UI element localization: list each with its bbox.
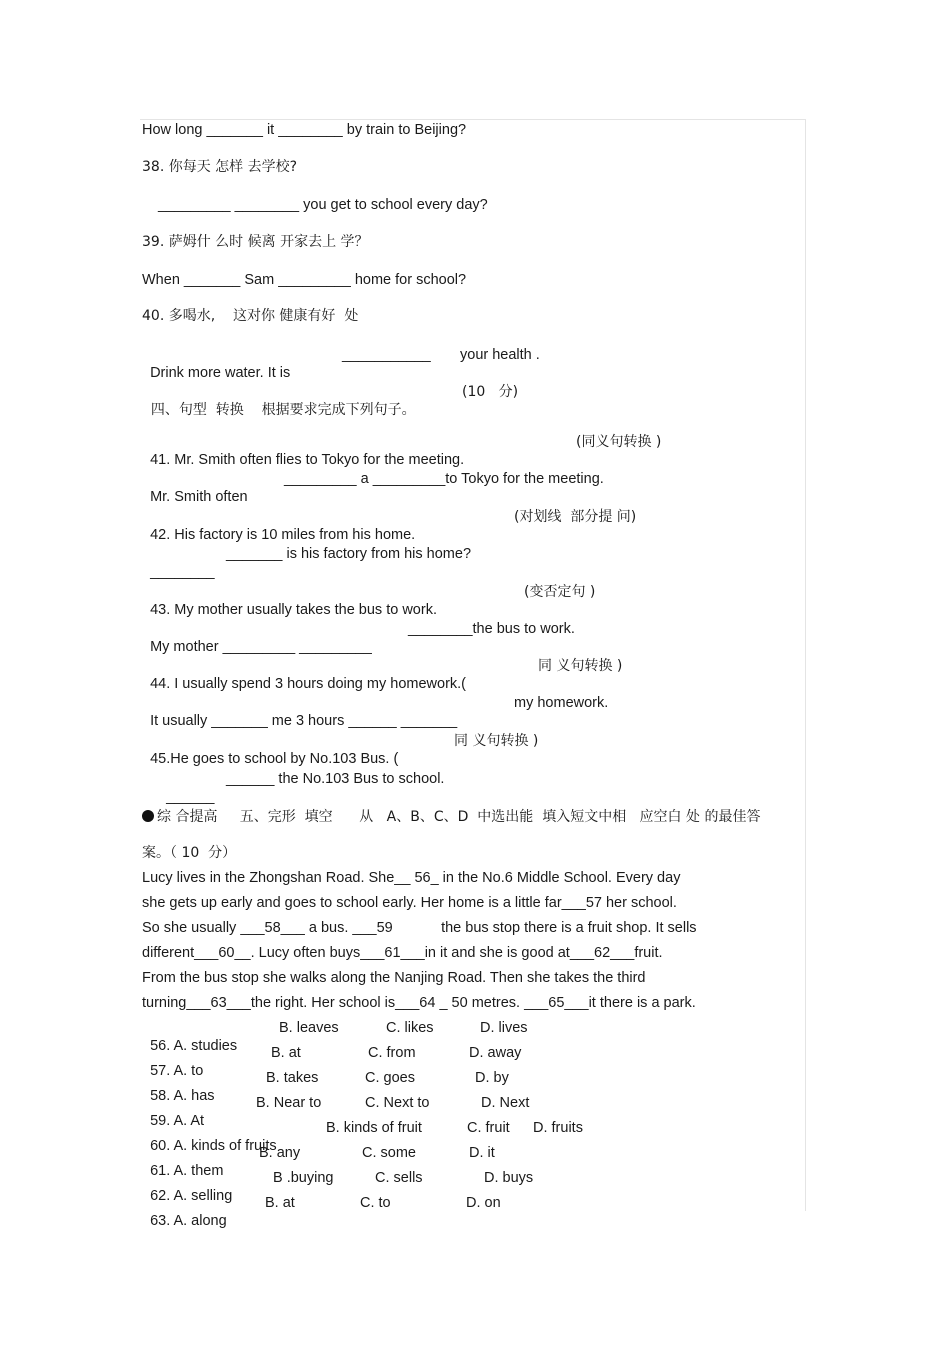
q43-text: 43. My mother usually takes the bus to work. (150, 602, 437, 618)
bullet-icon (142, 810, 154, 822)
option-c: C. likes (386, 1020, 434, 1036)
option-d: D. it (469, 1145, 495, 1161)
q38-english: _________ ________ you get to school every day? (158, 197, 488, 213)
q45-text: 45.He goes to school by No.103 Bus. ( (150, 751, 399, 767)
option-c: C. fruit (467, 1120, 510, 1136)
option-d: D. on (466, 1195, 501, 1211)
section-five-title: 综 合提高 五、完形 填空 从 A、B、C、D 中选出能 填入短文中相 应空白 处 的最佳答 (157, 809, 761, 825)
q44-instruction: 同 义句转换 ) (538, 658, 623, 674)
q45-blank: ______ (166, 789, 215, 805)
passage-line: Lucy lives in the Zhongshan Road. She__ 56_ in the No.6 Middle School. Every day (142, 870, 681, 886)
q41-instruction: (同义句转换 ) (576, 434, 662, 450)
option-a: 62. A. selling (150, 1188, 233, 1204)
q40-text: Drink more water. It is (150, 365, 291, 381)
passage-line: she gets up early and goes to school early. Her home is a little far___57 her school. (142, 895, 677, 911)
section-five-heading (142, 808, 760, 826)
q39-chinese: 39. 萨姆什 么时 候离 开家去上 学？ (142, 234, 369, 250)
option-a: 61. A. them (150, 1163, 224, 1179)
q44-text: 44. I usually spend 3 hours doing my homework.( (150, 676, 467, 692)
q44-answer-rest: my homework. (514, 695, 609, 711)
option-b: B. leaves (279, 1020, 339, 1036)
q40-tail: your health . (460, 347, 540, 363)
option-c: C. from (368, 1045, 416, 1061)
option-a: 63. A. along (150, 1213, 227, 1229)
q41-answer-rest: _________ a _________to Tokyo for the meeting. (284, 471, 604, 487)
option-a: 58. A. has (150, 1088, 215, 1104)
q41-answer-start: Mr. Smith often (150, 489, 248, 505)
q41-text: 41. Mr. Smith often flies to Tokyo for the meeting. (150, 452, 465, 468)
q45-answer-rest: ______ the No.103 Bus to school. (226, 771, 445, 787)
option-a: 57. A. to (150, 1063, 204, 1079)
option-d: D. away (469, 1045, 522, 1061)
option-b: B. at (265, 1195, 295, 1211)
option-d: D. fruits (533, 1120, 583, 1136)
section-four-score: (10 分) (462, 384, 519, 400)
q42-text: 42. His factory is 10 miles from his home. (150, 527, 416, 543)
q42-instruction: (对划线 部分提 问) (514, 509, 637, 525)
option-d: D. by (475, 1070, 509, 1086)
option-a: 59. A. At (150, 1113, 205, 1129)
option-row-63 (142, 1194, 501, 1284)
q45-instruction: 同 义句转换 ) (454, 733, 539, 749)
q43-instruction: (变否定句 ) (524, 584, 596, 600)
option-c: C. some (362, 1145, 416, 1161)
section-four-title: 四、句型 转换 根据要求完成下列句子。 (150, 402, 416, 418)
q40-chinese: 40. 多喝水, 这对你 健康有好 处 (142, 308, 359, 324)
option-b: B. Near to (256, 1095, 322, 1111)
section-four-heading (142, 383, 519, 437)
option-c: C. to (360, 1195, 391, 1211)
option-d: D. Next (481, 1095, 530, 1111)
passage-line: turning___63___the right. Her school is___64 _ 50 metres. ___65___it there is a park. (142, 995, 696, 1011)
option-b: B. any (259, 1145, 301, 1161)
q39-english: When _______ Sam _________ home for school? (142, 272, 467, 288)
q43-answer-rest: ________the bus to work. (408, 621, 575, 637)
section-five-heading-cont: 案。（ 10 分） (142, 845, 237, 861)
option-d: D. lives (480, 1020, 528, 1036)
option-a: 56. A. studies (150, 1038, 238, 1054)
q38-chinese: 38. 你每天 怎样 去学校? (142, 159, 298, 175)
option-b: B. at (271, 1045, 301, 1061)
passage-line: So she usually ___58___ a bus. ___59 the bus stop there is a fruit shop. It sells (142, 920, 697, 936)
option-c: C. sells (375, 1170, 423, 1186)
q43-answer-start: My mother _________ _________ (150, 639, 372, 655)
option-b: B. kinds of fruit (326, 1120, 422, 1136)
q40-blank: ___________ (342, 347, 431, 363)
option-a: 60. A. kinds of fruits (150, 1138, 277, 1154)
passage-line: From the bus stop she walks along the Nanjing Road. Then she takes the third (142, 970, 646, 986)
option-d: D. buys (484, 1170, 534, 1186)
option-b: B .buying (273, 1170, 334, 1186)
option-c: C. goes (365, 1070, 415, 1086)
q44-answer-start: It usually _______ me 3 hours ______ _______ (150, 713, 458, 729)
passage-line: different___60__. Lucy often buys___61___in it and she is good at___62___fruit. (142, 945, 663, 961)
q42-blank: ________ (150, 564, 215, 580)
q42-answer-rest: _______ is his factory from his home? (226, 546, 472, 562)
option-c: C. Next to (365, 1095, 430, 1111)
q37-sentence: How long _______ it ________ by train to Beijing? (142, 122, 467, 138)
option-b: B. takes (266, 1070, 319, 1086)
